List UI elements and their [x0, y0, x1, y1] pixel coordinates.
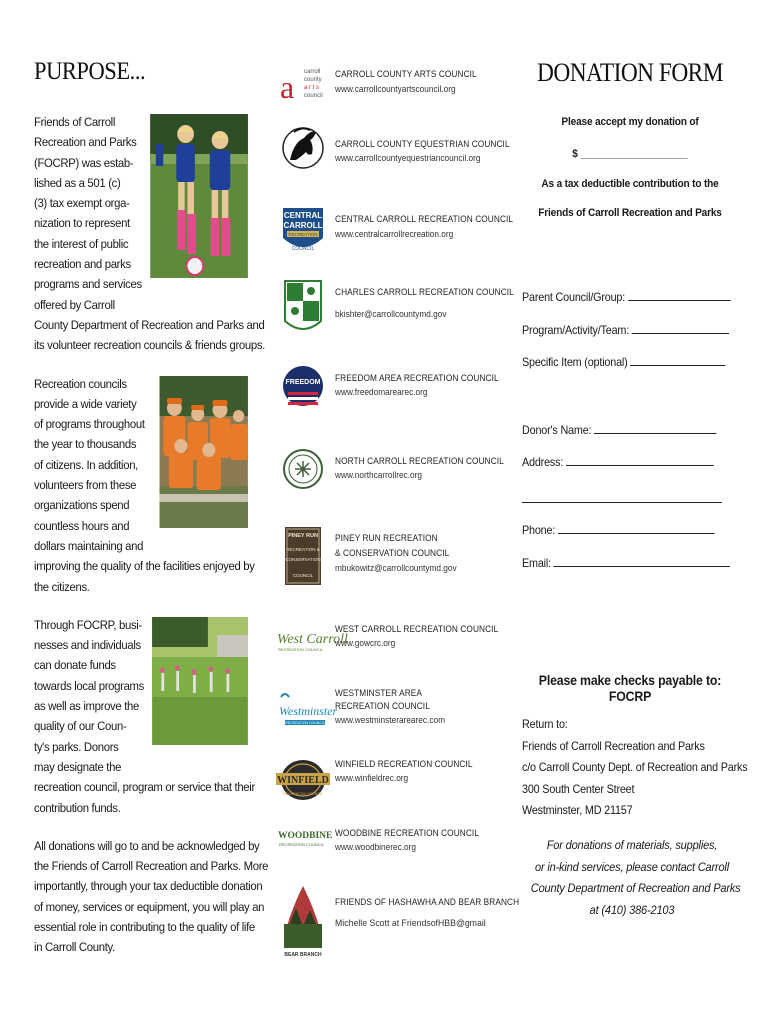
text-line: can donate funds — [34, 658, 116, 673]
council-name: WEST CARROLL RECREATION COUNCIL — [335, 624, 499, 634]
text-line: improving the quality of the facilities enjoyed by — [34, 559, 255, 574]
svg-text:CONSERVATION: CONSERVATION — [285, 557, 321, 562]
freedom-logo-icon — [278, 358, 328, 416]
council-link[interactable]: bkishter@carrollcountymd.gov — [335, 309, 447, 319]
donation-form-title: DONATION FORM — [536, 58, 724, 87]
checks-payable-label: Please make checks payable to: FOCRP — [538, 672, 722, 704]
council-link[interactable]: www.freedomarearec.org — [335, 387, 428, 397]
council-name-line2: & CONSERVATION COUNCIL — [335, 548, 450, 558]
text-line: contribution funds. — [34, 800, 121, 815]
text-line: its volunteer recreation councils & friends groups. — [34, 338, 266, 353]
return-address-line: Return to: — [522, 717, 568, 731]
program-label: Program/Activity/Team: — [522, 323, 630, 337]
p4-lines — [34, 836, 269, 958]
text-line: recreation and parks — [34, 257, 131, 272]
program-line[interactable] — [632, 323, 729, 334]
council-name: PINEY RUN RECREATION — [335, 533, 438, 543]
svg-text:PINEY RUN: PINEY RUN — [288, 533, 318, 539]
text-line: of citizens. In addition, — [34, 457, 139, 472]
svg-text:a: a — [280, 69, 295, 105]
text-line: dollars maintaining and — [34, 538, 144, 553]
svg-text:RECREATION &: RECREATION & — [286, 547, 320, 552]
text-line: importantly, through your tax deductible donation — [34, 879, 263, 894]
phone-line[interactable] — [558, 523, 715, 534]
donor-name-line[interactable] — [594, 423, 716, 434]
council-north-carroll — [278, 438, 510, 498]
council-link[interactable]: mbukowitz@carrollcountymd.gov — [335, 563, 457, 573]
email-field[interactable] — [522, 556, 730, 570]
council-link[interactable]: www.winfieldrec.org — [335, 773, 409, 783]
text-line: quality of our Coun- — [34, 719, 127, 734]
text-line: the Friends of Carroll Recreation and Parks. More — [34, 859, 269, 874]
arts-logo-icon — [278, 60, 328, 110]
text-line: Recreation councils — [34, 376, 127, 391]
in-kind-donations-note — [530, 835, 741, 921]
council-west-carroll — [278, 620, 510, 680]
purpose-paragraph-2 — [34, 374, 255, 597]
in-kind-line: For donations of materials, supplies, — [546, 838, 718, 852]
address-field[interactable] — [522, 455, 713, 469]
svg-text:BEAR BRANCH: BEAR BRANCH — [284, 952, 322, 958]
email-label: Email: — [522, 556, 551, 570]
text-line: in Carroll County. — [34, 940, 115, 955]
council-charles-carroll — [278, 278, 514, 338]
address-line-2[interactable] — [522, 502, 722, 503]
text-line: the year to thousands — [34, 437, 137, 452]
text-line: of money, services or equipment, you will play an — [34, 899, 265, 914]
park-field-photo — [152, 617, 248, 745]
phone-field[interactable] — [522, 523, 714, 537]
text-line: provide a wide variety — [34, 396, 137, 411]
friends-org-label: Friends of Carroll Recreation and Parks — [538, 207, 722, 219]
return-address-line: Friends of Carroll Recreation and Parks — [522, 738, 705, 753]
in-kind-line: County Department of Recreation and Parks — [530, 881, 741, 895]
parent-council-line[interactable] — [628, 290, 731, 301]
council-name-line2: RECREATION COUNCIL — [335, 701, 430, 711]
text-line: volunteers from these — [34, 478, 137, 493]
council-name: WINFIELD RECREATION COUNCIL — [335, 759, 473, 769]
text-line: Through FOCRP, busi- — [34, 617, 142, 632]
council-link[interactable]: Michelle Scott at FriendsofHBB@gmail — [335, 918, 486, 929]
text-line: Friends of Carroll — [34, 115, 116, 129]
text-line: programs and services — [34, 277, 142, 292]
donation-amount-field[interactable]: $ ___________________ — [572, 148, 688, 160]
phone-label: Phone: — [522, 523, 556, 537]
council-name: CARROLL COUNTY ARTS COUNCIL — [335, 69, 477, 79]
council-link[interactable]: www.northcarrollrec.org — [335, 470, 422, 480]
council-link[interactable]: www.centralcarrollrecreation.org — [335, 229, 454, 239]
svg-text:RECREATION COUNCIL: RECREATION COUNCIL — [279, 842, 325, 847]
purpose-column — [34, 58, 269, 958]
text-line: may designate the — [34, 759, 122, 774]
purpose-paragraph-1 — [34, 112, 266, 356]
council-name: FRIENDS OF HASHAWHA AND BEAR BRANCH — [335, 897, 520, 907]
charles-carroll-logo-icon — [278, 278, 328, 338]
woodbine-logo-icon — [278, 828, 333, 850]
westminster-logo-icon — [278, 688, 338, 732]
hashawha-logo-icon — [278, 884, 328, 960]
text-line: nesses and individuals — [34, 638, 141, 653]
return-address-line: c/o Carroll County Dept. of Recreation and Parks — [522, 760, 748, 774]
council-link[interactable]: www.gowcrc.org — [335, 638, 396, 648]
text-line: countless hours and — [34, 518, 130, 533]
west-carroll-logo-icon — [277, 622, 348, 656]
council-name: CHARLES CARROLL RECREATION COUNCIL — [335, 287, 514, 297]
svg-text:COUNCIL: COUNCIL — [292, 573, 314, 578]
svg-text:county: county — [304, 77, 322, 83]
tax-deductible-label: As a tax deductible contribution to the — [541, 178, 719, 190]
svg-text:carroll: carroll — [304, 69, 321, 75]
text-line: the citizens. — [34, 579, 90, 594]
text-line: County Department of Recreation and Parks and — [34, 317, 265, 332]
text-line: recreation council, program or service that their — [34, 780, 255, 795]
purpose-paragraph-3 — [34, 615, 255, 818]
council-winfield — [278, 757, 510, 817]
svg-text:RECREATION COUNCIL: RECREATION COUNCIL — [285, 721, 325, 725]
council-name: NORTH CARROLL RECREATION COUNCIL — [335, 456, 504, 466]
council-piney-run — [278, 525, 510, 585]
baseball-team-photo — [160, 376, 248, 528]
address-line[interactable] — [566, 455, 714, 466]
parent-council-label: Parent Council/Group: — [522, 290, 626, 304]
council-equestrian — [278, 120, 510, 180]
soccer-girls-photo — [150, 114, 248, 278]
specific-item-line[interactable] — [630, 355, 725, 366]
text-line: as well as improve the — [34, 699, 139, 714]
council-link[interactable]: www.carrollcountyequestriancouncil.org — [335, 153, 481, 163]
purpose-paragraph-4 — [34, 836, 269, 958]
council-hashawha — [278, 884, 520, 958]
donation-form-column — [522, 58, 748, 917]
return-address — [522, 714, 747, 822]
council-freedom — [278, 358, 510, 418]
specific-item-field[interactable] — [522, 355, 726, 369]
svg-text:RECREATION COUNCIL: RECREATION COUNCIL — [278, 647, 324, 652]
svg-text:West Carroll: West Carroll — [277, 632, 348, 647]
council-link[interactable]: www.westminsterarearec.com — [335, 715, 445, 725]
donor-name-field[interactable] — [522, 423, 716, 437]
text-line: of programs throughout — [34, 417, 145, 432]
in-kind-line: at (410) 386-2103 — [589, 902, 675, 917]
winfield-logo-icon — [278, 755, 328, 805]
svg-text:FREEDOM: FREEDOM — [285, 379, 321, 386]
svg-text:WOODBINE: WOODBINE — [278, 831, 333, 841]
return-address-line: 300 South Center Street — [522, 781, 635, 796]
text-line: Recreation and Parks — [34, 135, 137, 150]
svg-text:council: council — [304, 93, 323, 99]
address-label: Address: — [522, 455, 564, 469]
council-woodbine — [278, 826, 510, 886]
horse-logo-icon — [278, 118, 328, 178]
specific-item-label: Specific Item (optional) — [522, 355, 628, 369]
svg-text:Westminster: Westminster — [279, 704, 338, 718]
parent-council-field[interactable] — [522, 290, 730, 304]
council-name: CENTRAL CARROLL RECREATION COUNCIL — [335, 214, 514, 224]
north-carroll-logo-icon — [278, 438, 328, 500]
central-carroll-logo-icon — [278, 205, 328, 255]
purpose-title: PURPOSE... — [34, 58, 146, 85]
donor-name-label: Donor's Name: — [522, 423, 592, 437]
council-name: FREEDOM AREA RECREATION COUNCIL — [335, 373, 499, 383]
text-line: ty's parks. Donors — [34, 739, 119, 754]
svg-text:WINFIELD: WINFIELD — [277, 775, 329, 786]
svg-text:RECREATION COUNCIL: RECREATION COUNCIL — [283, 792, 323, 796]
council-westminster — [278, 682, 510, 742]
text-line: towards local programs — [34, 678, 145, 693]
svg-text:COUNCIL: COUNCIL — [291, 246, 315, 252]
program-field[interactable] — [522, 323, 729, 337]
svg-text:a r t s: a r t s — [304, 85, 320, 91]
text-line: (FOCRP) was estab- — [34, 155, 134, 170]
council-name: WESTMINSTER AREA — [335, 688, 423, 698]
text-line: offered by Carroll — [34, 297, 115, 312]
text-line: lished as a 501 (c) — [34, 175, 121, 190]
email-line[interactable] — [554, 556, 730, 567]
council-link[interactable]: www.woodbinerec.org — [335, 842, 417, 852]
text-line: (3) tax exempt orga- — [34, 196, 130, 211]
piney-run-logo-icon — [278, 525, 328, 587]
svg-text:CARROLL: CARROLL — [283, 221, 323, 230]
in-kind-line: or in-kind services, please contact Carroll — [535, 859, 729, 874]
council-central-carroll — [278, 205, 514, 265]
svg-text:CENTRAL: CENTRAL — [283, 211, 323, 220]
text-line: organizations spend — [34, 498, 130, 513]
council-arts — [278, 60, 510, 120]
text-line: essential role in contributing to the quality of life — [34, 919, 255, 934]
return-address-line: Westminster, MD 21157 — [522, 803, 633, 817]
svg-text:RECREATION: RECREATION — [288, 232, 318, 237]
text-line: All donations will go to and be acknowledged by — [34, 838, 260, 853]
accept-donation-label: Please accept my donation of — [561, 116, 699, 128]
text-line: the interest of public — [34, 236, 129, 251]
council-link[interactable]: www.carrollcountyartscouncil.org — [335, 84, 456, 94]
council-name: WOODBINE RECREATION COUNCIL — [335, 828, 480, 838]
council-name: CARROLL COUNTY EQUESTRIAN COUNCIL — [335, 139, 510, 149]
text-line: nization to represent — [34, 216, 130, 231]
